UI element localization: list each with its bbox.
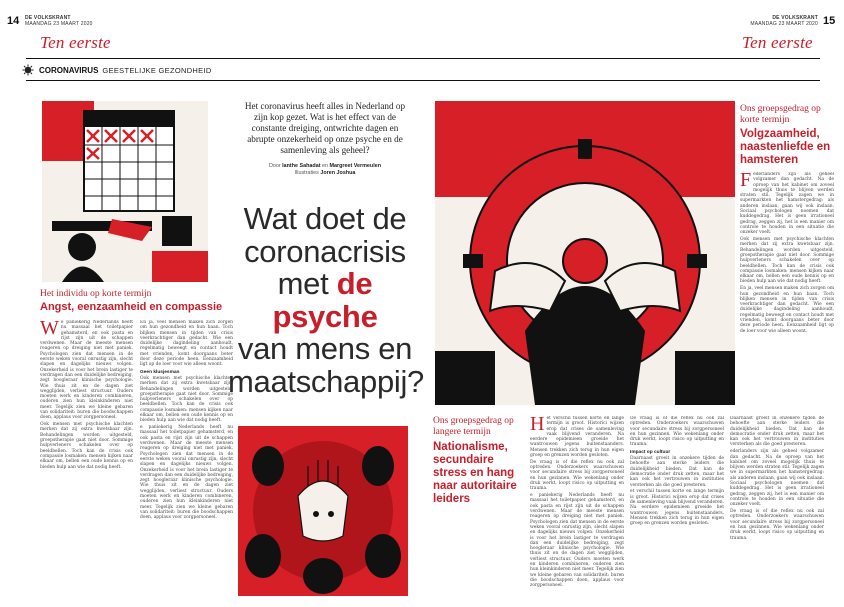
column-bottom-2-text: De vraag is of die reflex nu ook zal optreden. Onderzoekers waarschuwen voor secundaire stress bij zorgpersoneel en hun gezinnen. Wie wekenlang onder druk werkt, loopt risico op uitputting en trauma. (630, 416, 724, 448)
left-paper-name: DE VOLKSKRANT (25, 15, 71, 21)
column-right-text: ederlanders zijn als geheel volgzamer dan gedacht. Na de oproep van het kabinet om zoveel mogelijk thuis te blijven werden straten stil. Tegelijk zagen we in supermarkten het hamstergedrag: als anderen inslaan, gaan wij ook inslaan. Sociaal psychologen noemen dat kuddegedrag. Het is geen irrationeel gedrag, zeggen zij, het is een manier om controle te houden in een situatie die onzeker voelt. (740, 172, 834, 236)
column-bottom-3-text: Daarnaast groeit in onzekere tijden de behoefte aan sterke leiders die duidelijkheid bieden. Dat kan de democratie onder druk zetten, maar het kan ook het vertrouwen in instituties versterken als die goed presteren. (730, 416, 824, 448)
article-column-right (740, 172, 834, 400)
author-1: Ianthe Sahadat (282, 163, 321, 169)
right-section-title: Ten eerste (742, 33, 813, 52)
illustrator: Joren Joshua (320, 170, 356, 176)
headline-line-1: Wat doet de (243, 201, 407, 236)
headline-line-4: van mens en (237, 331, 413, 366)
section-group-short-title: Volgzaamheid, naastenliefde en hamsteren (740, 128, 831, 166)
left-paper-info (25, 15, 93, 27)
author-2: Margreet Vermeulen (329, 163, 382, 169)
calendar-illustration (42, 101, 208, 282)
top-rule (26, 58, 820, 59)
article-column-1 (40, 320, 133, 600)
subhead-klusjes: Geen klusjesman (140, 369, 180, 375)
main-headline (228, 203, 422, 398)
illustrations-prefix: Illustraties (294, 170, 319, 176)
headline-line-2: coronacrisis (244, 233, 406, 269)
headline-line-3 (228, 268, 422, 333)
right-paper-name: DE VOLKSKRANT (772, 15, 818, 21)
column-2-text-2: Ook mensen met psychische klachten merken dat zij extra kwetsbaar zijn. Behandelingen worden uitgesteld, groepstherapie gaat niet door. Sommige hulpverleners schakelen over op beeldbellen. Toch kan de crisis ook compassie losmaken: mensen kijken naar elkaar om, bellen een oude kennis op en bieden hulp aan wie dat nodig heeft. (140, 375, 233, 424)
right-paper-info (738, 15, 818, 27)
section-group-long-title: Nationalisme, secundaire stress en hang naar autoritaire leiders (433, 441, 517, 505)
column-1-text-2: Ook mensen met psychische klachten merken dat zij extra kwetsbaar zijn. Behandelingen worden uitgesteld, groepstherapie gaat niet door. Sommige hulpverleners schakelen over op beeldbellen. Toch kan de crisis ook compassie losmaken: mensen kijken naar elkaar om, bellen een oude kennis op en bieden hulp aan wie dat nodig heeft. (40, 422, 133, 470)
column-bottom-3-text-2: ederlanders zijn als geheel volgzamer dan gedacht. Na de oproep van het kabinet om zoveel mogelijk thuis te blijven werden straten stil. Tegelijk zagen we in supermarkten het hamstergedrag: als anderen inslaan, gaan wij ook inslaan. Sociaal psychologen noemen dat kuddegedrag. Het is geen irrationeel gedrag, zeggen zij, het is een manier om controle te houden in een situatie die onzeker voelt. (730, 449, 824, 508)
column-bottom-2-text-3: et verschil tussen korte en lange termijn is groot. Historici wijzen erop dat crises de samenleving vaak blijvend veranderen. Na eerdere epidemieen groeide het wantrouwen jegens buitenstaanders. Mensen trekken zich terug in hun eigen groep en grenzen worden gesloten. (630, 489, 724, 527)
headline-emphasis: de psyche (272, 266, 378, 334)
left-section-title: Ten eerste (40, 33, 111, 52)
lead-intro: Het coronavirus heeft alles in Nederland op zijn kop gezet. Wat is het effect van de constante dreiging, ontwrichte dagen en abrupte onzekerheid op onze psyche en de samenleving als geheel? (244, 101, 406, 155)
section-individual-short-title: Angst, eenzaamheid en compassie (40, 301, 223, 313)
section-individual-short-label: Het individu op korte termijn (40, 289, 152, 299)
dropcap-f: F (740, 172, 752, 191)
article-column-bottom-1 (530, 416, 624, 600)
crowd-hands-illustration (238, 426, 408, 596)
column-2-text: En ja, veel mensen maken zich zorgen om hun gezondheid en hun baan. Toch blijken mensen in tijden van crisis veerkrachtiger dan gedacht. Wie een duidelijke dagindeling aanhoudt, regelmatig beweegt en contact houdt met vrienden, komt doorgaans beter door deze periode heen. Eenzaamheid ligt op de loer voor wie alleen woont. (140, 320, 233, 368)
left-page-number: 14 (7, 15, 20, 27)
gears-hands-illustration (435, 101, 735, 405)
right-page-number: 15 (823, 15, 836, 27)
right-date-line: MAANDAG 23 MAART 2020 (750, 21, 818, 27)
column-bottom-3-text-3: De vraag is of die reflex nu ook zal optreden. Onderzoekers waarschuwen voor secundaire stress bij zorgpersoneel en hun gezinnen. Wie wekenlang onder druk werkt, loopt risico op uitputting en trauma. (730, 509, 824, 541)
kicker-bar (22, 64, 212, 76)
headline-line-3-pre: met (277, 266, 329, 301)
column-bottom-1-text: et verschil tussen korte en lange termijn is groot. Historici wijzen erop dat crises de samenleving vaak blijvend veranderen. Na eerdere epidemieen groeide het wantrouwen jegens buitenstaanders. Mensen trekken zich terug in hun eigen groep en grenzen worden gesloten. (530, 416, 624, 459)
column-bottom-1-text-2: De vraag is of die reflex nu ook zal optreden. Onderzoekers waarschuwen voor secundaire stress bij zorgpersoneel en hun gezinnen. Wie wekenlang onder druk werkt, loopt risico op uitputting en trauma. (530, 459, 624, 492)
column-bottom-1-text-3: e paniekerig Nederlands heeft nu massaal het toiletpapier gehamsterd, en ook pasta en rijst zijn uit de schappen verdwenen. Maar de meeste mensen reageren op dreiging niet met paniek. Psychologen zien dat mensen in de eerste weken vooral onrustig zijn, slecht slapen en dagelijks nieuws volgen. Onzekerheid is voor het brein lastiger te verdragen dan een duidelijke bedreiging, zegt hoogleraar klinische psychologie. Wie thuis zit en de dagen ziet wegglijden, verliest structuur. Ouders moeten werk en kinderen combineren, ouderen zien hun kleinkinderen niet meer. Tegelijk zien we kleine gebaren van solidariteit: buren die boodschappen doen, applaus voor zorgpersoneel. (530, 493, 624, 589)
kicker-topic: CORONAVIRUS (39, 65, 99, 75)
byline-and: en (321, 163, 328, 169)
byline (240, 163, 410, 177)
article-column-2 (140, 320, 233, 600)
column-bottom-2-text-2: Daarnaast groeit in onzekere tijden de behoefte aan sterke leiders die duidelijkheid bieden. Dat kan de democratie onder druk zetten, maar het kan ook het vertrouwen in instituties versterken als die goed presteren. (630, 456, 724, 488)
column-2-text-3: e paniekerig Nederlands heeft nu massaal het toiletpapier gehamsterd, en ook pasta en rijst zijn uit de schappen verdwenen. Maar de meeste mensen reageren op dreiging niet met paniek. Psychologen zien dat mensen in de eerste weken vooral onrustig zijn, slecht slapen en dagelijks nieuws volgen. Onzekerheid is voor het brein lastiger te verdragen dan een duidelijke bedreiging, zegt hoogleraar klinische psychologie. Wie thuis zit en de dagen ziet wegglijden, verliest structuur. Ouders moeten werk en kinderen combineren, ouderen zien hun kleinkinderen niet meer. Tegelijk zien we kleine gebaren van solidariteit: buren die boodschappen doen, applaus voor zorgpersoneel. (140, 425, 233, 521)
headline-line-5: maatschappij? (228, 363, 424, 399)
section-group-long-label: Ons groepsgedrag op langere termijn (433, 416, 514, 437)
left-date-line: MAANDAG 23 MAART 2020 (25, 21, 93, 27)
virus-icon (22, 64, 34, 76)
dropcap-h: H (530, 416, 545, 435)
kicker-rule (26, 80, 820, 81)
article-column-bottom-3 (730, 416, 824, 600)
article-column-bottom-2 (630, 416, 724, 600)
column-1-text: e paniekerig Nederlands heeft nu massaal het toiletpapier gehamsterd, en ook pasta en rijst zijn uit de schappen verdwenen. Maar de meeste mensen reageren op dreiging niet met paniek. Psychologen zien dat mensen in de eerste weken vooral onrustig zijn, slecht slapen en dagelijks nieuws volgen. Onzekerheid is voor het brein lastiger te verdragen dan een duidelijke bedreiging, zegt hoogleraar klinische psychologie. Wie thuis zit en de dagen ziet wegglijden, verliest structuur. Ouders moeten werk en kinderen combineren, ouderen zien hun kleinkinderen niet meer. Tegelijk zien we kleine gebaren van solidariteit: buren die boodschappen doen, applaus voor zorgpersoneel. (40, 320, 133, 421)
dropcap-w: W (40, 320, 59, 339)
column-right-text-2: Ook mensen met psychische klachten merken dat zij extra kwetsbaar zijn. Behandelingen worden uitgesteld, groepstherapie gaat niet door. Sommige hulpverleners schakelen over op beeldbellen. Toch kan de crisis ook compassie losmaken: mensen kijken naar elkaar om, bellen een oude kennis op en bieden hulp aan wie dat nodig heeft. (740, 237, 834, 285)
subhead-culture: Impact op cultuur (630, 449, 671, 455)
kicker-subtopic: GEESTELIJKE GEZONDHEID (102, 65, 212, 75)
column-right-text-3: En ja, veel mensen maken zich zorgen om hun gezondheid en hun baan. Toch blijken mensen in tijden van crisis veerkrachtiger dan gedacht. Wie een duidelijke dagindeling aanhoudt, regelmatig beweegt en contact houdt met vrienden, komt doorgaans beter door deze periode heen. Eenzaamheid ligt op de loer voor wie alleen woont. (740, 286, 834, 334)
byline-prefix: Door (268, 163, 281, 169)
section-group-short-label: Ons groepsgedrag op korte termijn (740, 104, 821, 125)
